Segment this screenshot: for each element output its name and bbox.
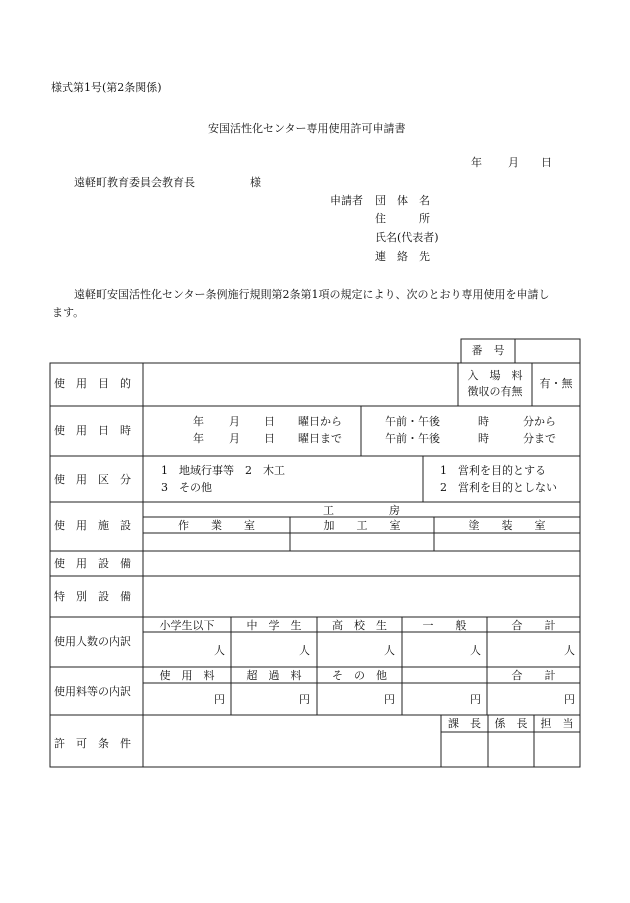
form-number: 様式第1号(第2条関係) (51, 81, 162, 94)
fee-collect-label-1: 入 場 料 (467, 369, 523, 382)
category-right-2: 2 営利を目的としない (440, 481, 557, 494)
fees-header: 合 計 (511, 669, 556, 682)
fees-unit: 円 (564, 693, 575, 706)
people-header: 合 計 (511, 619, 556, 632)
stamp-header: 係 長 (494, 717, 528, 730)
date-month: 月 (508, 156, 519, 169)
page-title: 安国活性化センター専用使用許可申請書 (208, 122, 406, 135)
people-header: 高 校 生 (332, 619, 387, 632)
dt-to-hour: 時 (478, 432, 489, 445)
fees-header: 使 用 料 (159, 669, 215, 682)
stamp-header: 担 当 (540, 717, 574, 730)
yes-no-option: 有・無 (539, 377, 573, 390)
dt-to-year: 年 (193, 432, 204, 445)
statement-line-1: 遠軽町安国活性化センター条例施行規則第2条第1項の規定により、次のとおり専用使用を申請し (74, 288, 550, 301)
fees-unit: 円 (214, 693, 225, 706)
people-unit: 人 (214, 644, 225, 657)
people-unit: 人 (564, 644, 575, 657)
addressee: 遠軽町教育委員会教育長 (74, 176, 195, 189)
category-right-1: 1 営利を目的とする (440, 464, 546, 477)
people-header: 中 学 生 (246, 619, 302, 632)
fee-collect-label-2: 徴収の有無 (467, 385, 523, 398)
applicant-address: 住 所 (375, 212, 430, 225)
category-left-1: 1 地域行事等 2 木工 (161, 464, 285, 477)
people-unit: 人 (299, 644, 310, 657)
kobo-header: 工 房 (323, 504, 400, 517)
sagyo-header: 作 業 室 (178, 519, 255, 532)
dt-from-minute: 分から (523, 415, 556, 428)
category-left-2: 3 その他 (161, 481, 212, 494)
category-label: 使 用 区 分 (54, 473, 131, 486)
statement-line-2: ます。 (52, 306, 85, 319)
dt-from-year: 年 (193, 415, 204, 428)
fees-header: 超 過 料 (246, 669, 302, 682)
people-unit: 人 (384, 644, 395, 657)
people-header: 一 般 (422, 619, 467, 632)
fees-header: そ の 他 (332, 669, 387, 682)
dt-to-weekday: 曜日まで (298, 432, 342, 445)
fees-unit: 円 (384, 693, 395, 706)
dt-from-month: 月 (229, 415, 240, 428)
applicant-contact: 連 絡 先 (375, 250, 430, 263)
date-day: 日 (541, 156, 552, 169)
date-year: 年 (471, 156, 482, 169)
special-label: 特 別 設 備 (54, 590, 131, 603)
toso-header: 塗 装 室 (468, 519, 546, 532)
kako-header: 加 工 室 (323, 519, 401, 532)
people-label: 使用人数の内訳 (54, 635, 131, 648)
dt-from-hour: 時 (478, 415, 489, 428)
applicant-name: 氏名(代表者) (375, 231, 439, 244)
dt-to-day: 日 (264, 432, 275, 445)
dt-to-ampm: 午前・午後 (385, 432, 440, 445)
bango-label: 番 号 (471, 344, 505, 357)
people-unit: 人 (470, 644, 481, 657)
dt-to-month: 月 (229, 432, 240, 445)
purpose-label: 使 用 目 的 (54, 377, 131, 390)
honorific: 様 (250, 176, 261, 189)
fees-label: 使用料等の内訳 (54, 685, 131, 698)
datetime-label: 使 用 日 時 (54, 424, 131, 437)
stamp-header: 課 長 (448, 717, 481, 730)
fees-unit: 円 (299, 693, 310, 706)
facility-label: 使 用 施 設 (54, 519, 131, 532)
equipment-label: 使 用 設 備 (54, 557, 131, 570)
dt-from-day: 日 (264, 415, 275, 428)
dt-from-ampm: 午前・午後 (385, 415, 440, 428)
people-header: 小学生以下 (159, 619, 215, 632)
fees-unit: 円 (470, 693, 481, 706)
dt-from-weekday: 曜日から (298, 415, 342, 428)
applicant-org: 団 体 名 (375, 194, 430, 207)
dt-to-minute: 分まで (523, 432, 556, 445)
conditions-label: 許 可 条 件 (54, 737, 131, 750)
applicant-label: 申請者 (330, 194, 363, 207)
